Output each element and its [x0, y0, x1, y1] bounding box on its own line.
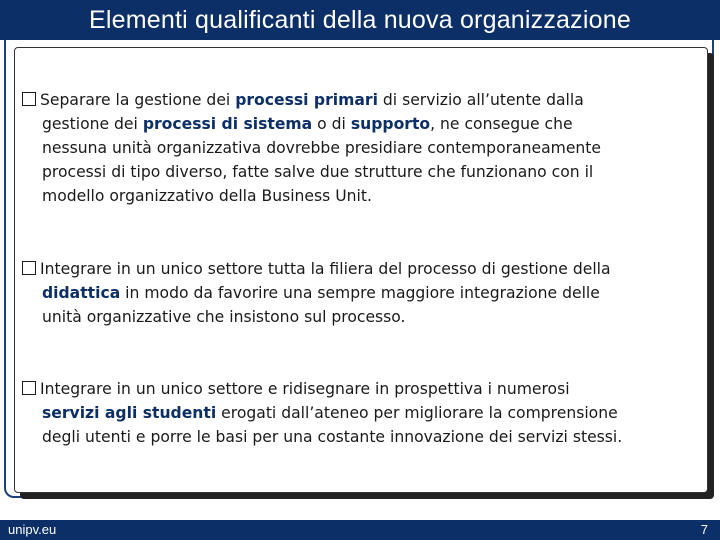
- slide-title: Elementi qualificanti della nuova organizzazione: [0, 0, 720, 40]
- bullet-line: [22, 112, 698, 136]
- square-bullet-icon: [22, 92, 36, 106]
- bullet-item-3: [22, 377, 698, 449]
- bullet-text: o di: [312, 115, 351, 133]
- bullet-line: unità organizzative che insistono sul processo.: [42, 308, 406, 326]
- bullet-text: gestione dei: [42, 115, 143, 133]
- emphasis-text: servizi agli studenti: [42, 404, 217, 422]
- bullet-line: [22, 257, 698, 281]
- bullet-text: Separare la gestione dei: [40, 91, 236, 109]
- bullet-text: Integrare in un unico settore e ridisegnare in prospettiva i numerosi: [40, 380, 570, 398]
- emphasis-text: processi di sistema: [142, 115, 313, 133]
- bullet-item-2: [22, 257, 698, 329]
- square-bullet-icon: [22, 261, 36, 275]
- bullet-line: [22, 377, 698, 401]
- emphasis-text: supporto: [350, 115, 431, 133]
- emphasis-text: didattica: [42, 284, 121, 302]
- bullet-line: nessuna unità organizzativa dovrebbe presidiare contemporaneamente: [42, 139, 601, 157]
- page-number: 7: [700, 522, 708, 537]
- bullet-line: processi di tipo diverso, fatte salve due strutture che funzionano con il: [42, 163, 594, 181]
- bullet-line: [22, 88, 698, 112]
- bullet-text: erogati dall’ateneo per migliorare la comprensione: [216, 404, 618, 422]
- emphasis-text: processi primari: [235, 91, 378, 109]
- square-bullet-icon: [22, 381, 36, 395]
- bullet-text: di servizio all’utente dalla: [377, 91, 584, 109]
- footer-site: unipv.eu: [8, 522, 57, 537]
- bullet-line: degli utenti e porre le basi per una costante innovazione dei servizi stessi.: [42, 428, 623, 446]
- bullet-text: Integrare in un unico settore tutta la filiera del processo di gestione della: [40, 260, 611, 278]
- bullet-line: [22, 401, 698, 425]
- bullet-line: modello organizzativo della Business Unit.: [42, 187, 372, 205]
- bullet-line: [22, 281, 698, 305]
- footer-bar: [0, 520, 720, 540]
- bullet-text: , ne consegue che: [430, 115, 573, 133]
- bullet-text: in modo da favorire una sempre maggiore integrazione delle: [120, 284, 600, 302]
- bullet-item-1: [22, 88, 698, 208]
